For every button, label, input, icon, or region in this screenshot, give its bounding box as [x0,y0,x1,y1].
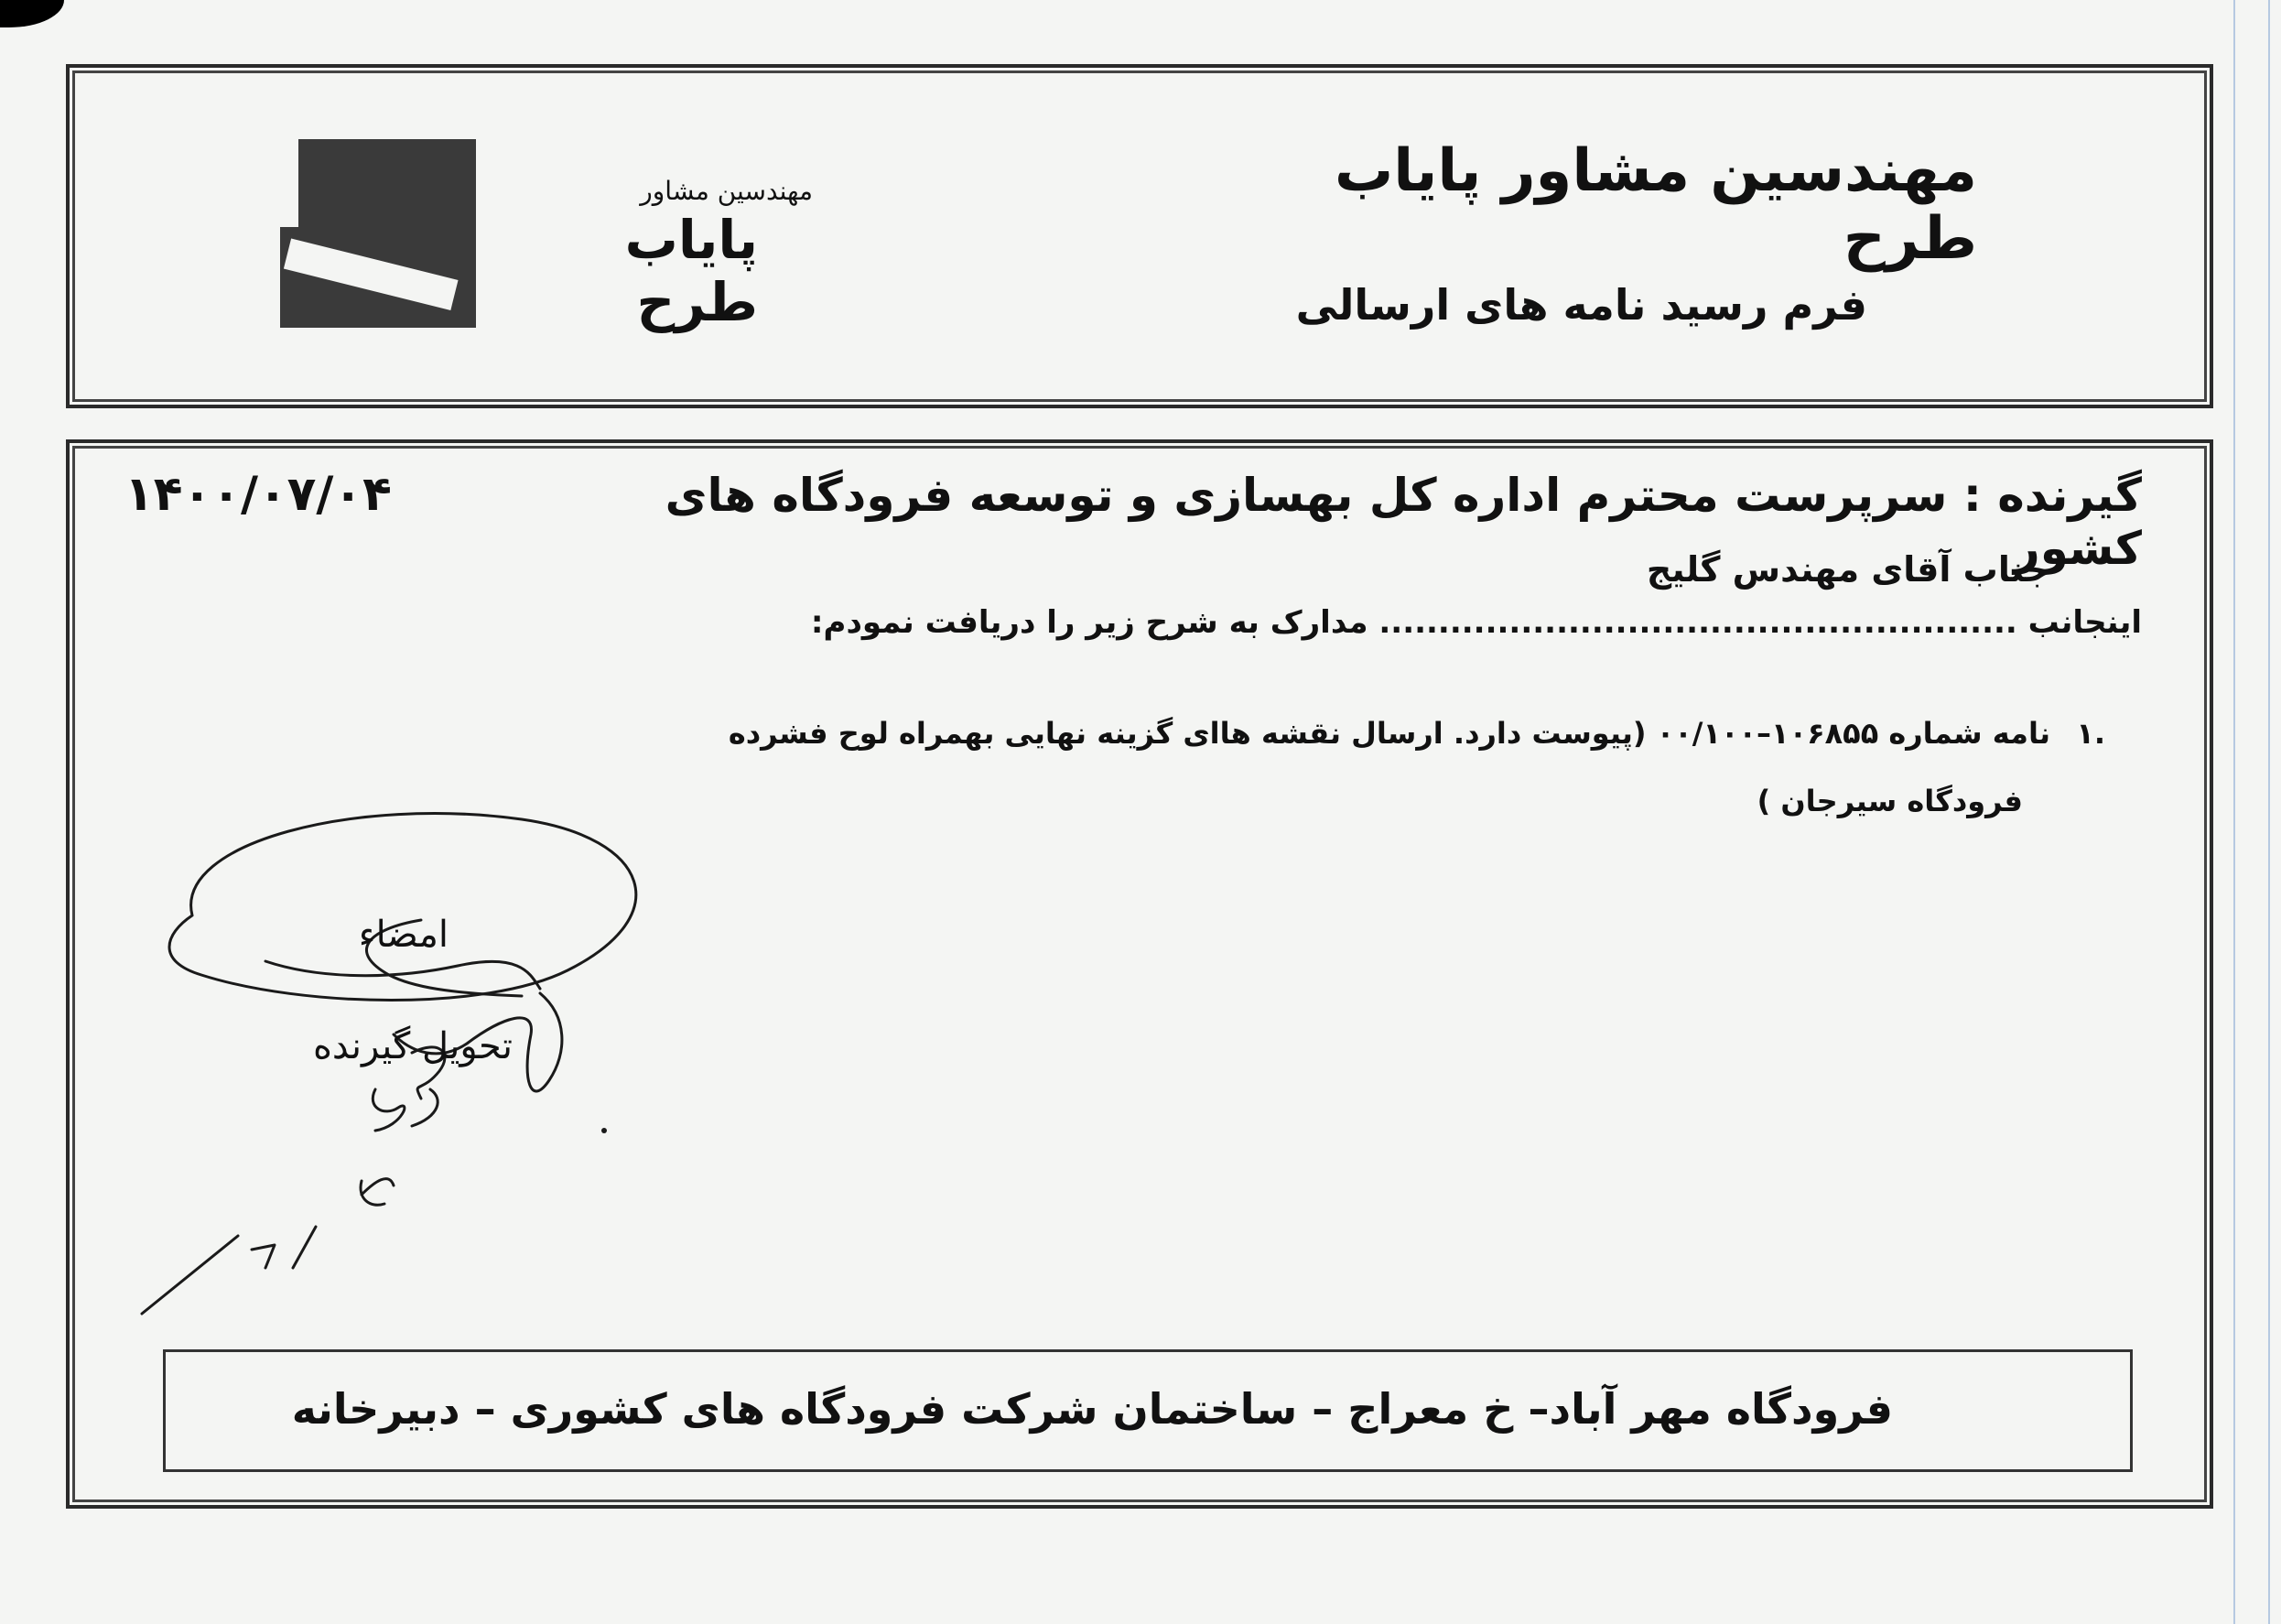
page-edge-line [2268,0,2270,1624]
page-edge-line [2233,0,2235,1624]
signature-label: امضاء [358,914,449,956]
scan-corner-artifact [0,0,64,27]
company-logo-icon [280,139,476,328]
receipt-statement: اینجانب ...................................................... مدارک به شرح زیر را دریافت نمودم: [810,604,2142,641]
list-item-text: نامه شماره ۱۰۶۸۵۵–۰۰/۱۰۰ (پیوست دارد. ارسال نقشه هاای گزینه نهایی بهمراه لوح فشرده [728,716,2050,751]
recipient-honorific: جناب آقای مهندس گلیج [1646,549,2050,590]
delivery-recipient-label: تحویل گیرنده [312,1025,513,1067]
company-title: مهندسین مشاور پایاب طرح [1334,137,1977,273]
logo-small-text: مهندسین مشاور [640,176,813,206]
recipient-line: گیرنده : سرپرست محترم اداره کل بهسازی و توسعه فرودگاه های کشور [665,469,2142,575]
form-title: فرم رسید نامه های ارسالی [1295,280,1867,330]
footer-address: فرودگاه مهر آباد– خ معراج – ساختمان شرکت فرودگاه های کشوری – دبیرخانه [291,1384,1893,1434]
list-item-text-continued: فرودگاه سیرجان ) [1757,784,2023,818]
list-item-number: ۱. [2076,716,2105,751]
handwritten-date: ۷/۴ / [137,778,140,779]
letter-date: ۱۴۰۰/۰۷/۰۴ [124,467,392,522]
logo-name: پایاب طرح [624,209,758,333]
